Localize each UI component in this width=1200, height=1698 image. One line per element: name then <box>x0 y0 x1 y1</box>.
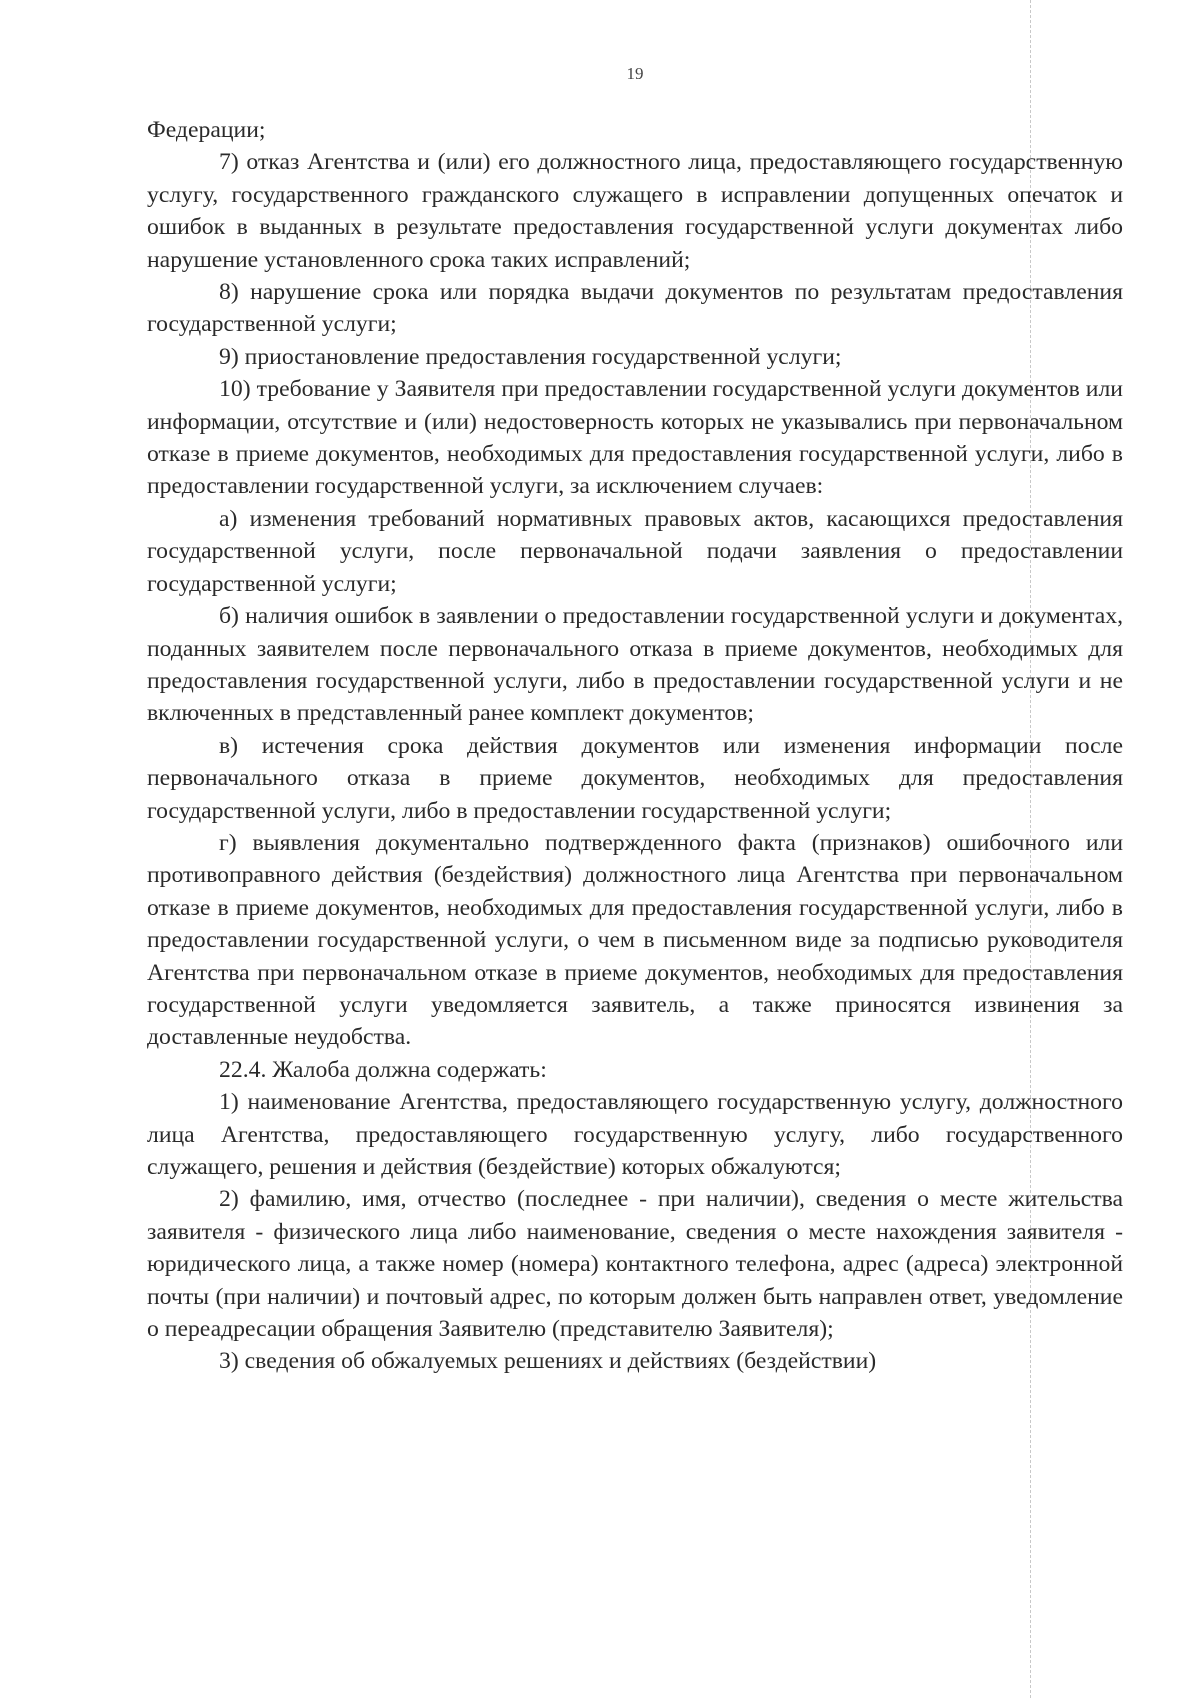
page-number: 19 <box>626 64 644 83</box>
paragraph: а) изменения требований нормативных правовых актов, касающихся предоставления государственной услуги, после первоначальной подачи заявления о предоставлении государственной услуги; <box>147 505 1123 597</box>
paragraph: 3) сведения об обжалуемых решениях и действиях (бездействии) <box>219 1348 877 1375</box>
paragraph: 9) приостановление предоставления государственной услуги; <box>219 343 842 370</box>
paragraph: б) наличия ошибок в заявлении о предоставлении государственной услуги и документах, поданных заявителем после первоначального отказа в приеме документов, необходимых для предоставления государственной услуги, либо в предоставлении государственной услуги и не включенных в представленный ранее комплект документов; <box>147 603 1123 727</box>
paragraph: 8) нарушение срока или порядка выдачи документов по результатам предоставления государственной услуги; <box>147 279 1123 338</box>
paragraph: 1) наименование Агентства, предоставляющего государственную услугу, должностного лица Агентства, предоставляющего государственную услугу, либо государственного служащего, решения и действия (бездействие) которых обжалуются; <box>147 1089 1123 1180</box>
paragraph: 22.4. Жалоба должна содержать: <box>219 1056 547 1083</box>
paragraph: 2) фамилию, имя, отчество (последнее - при наличии), сведения о месте жительства заявителя - физического лица либо наименование, сведения о месте нахождения заявителя - юридического лица, а также номер (номера) контактного телефона, адрес (адреса) электронной почты (при наличии) и почтовый адрес, по которым должен быть направлен ответ, уведомление о переадресации обращения Заявителю (представителю Заявителя); <box>147 1186 1123 1343</box>
paragraph: 7) отказ Агентства и (или) его должностного лица, предоставляющего государственную услугу, государственного гражданского служащего в исправлении допущенных опечаток и ошибок в выданных в результате предоставления государственной услуги документах либо нарушение установленного срока таких исправлений; <box>147 149 1123 273</box>
paragraph: 10) требование у Заявителя при предоставлении государственной услуги документов или информации, отсутствие и (или) недостоверность которых не указывались при первоначальном отказе в приеме документов, необходимых для предоставления государственной услуги, либо в предоставлении государственной услуги, за исключением случаев: <box>147 376 1123 500</box>
paragraph: в) истечения срока действия документов или изменения информации после первоначального отказа в приеме документов, необходимых для предоставления государственной услуги, либо в предоставлении государственной услуги; <box>147 732 1123 824</box>
paragraph: г) выявления документально подтвержденного факта (признаков) ошибочного или противоправного действия (бездействия) должностного лица Агентства при первоначальном отказе в приеме документов, необходимых для предоставления государственной услуги, либо в предоставлении государственной услуги, о чем в письменном виде за подписью руководителя Агентства при первоначальном отказе в приеме документов, необходимых для предоставления государственной услуги уведомляется заявитель, а также приносятся извинения за доставленные неудобства. <box>147 829 1123 1051</box>
document-body <box>147 114 1123 1378</box>
paragraph: Федерации; <box>147 117 266 143</box>
